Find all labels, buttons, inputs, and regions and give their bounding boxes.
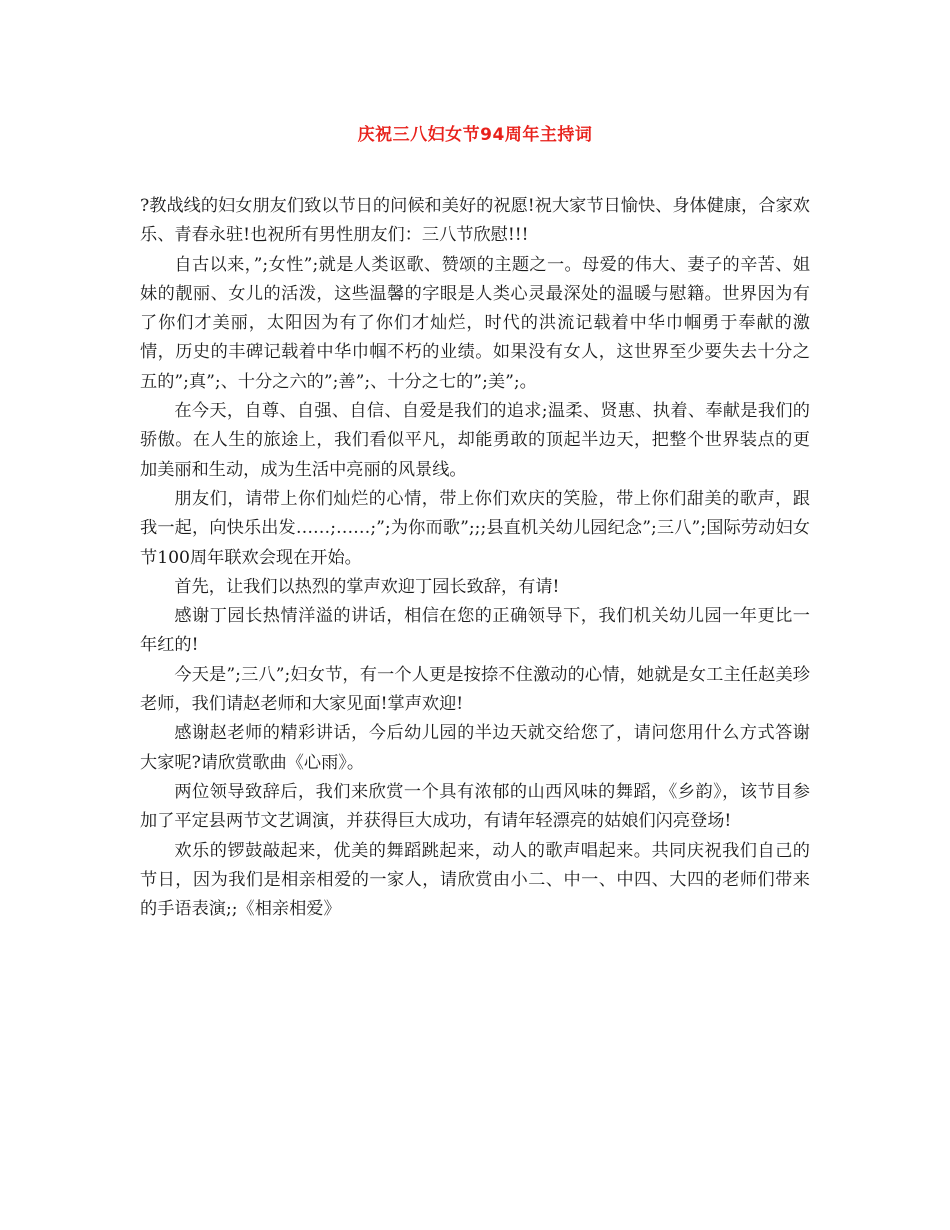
document-title: 庆祝三八妇女节94周年主持词: [357, 125, 593, 145]
paragraph-7: 今天是”;三八”;妇女节，有一个人更是按捺不住激动的心情，她就是女工主任赵美珍老师，我们请赵老师和大家见面!掌声欢迎!: [140, 664, 810, 715]
paragraph-4: 朋友们，请带上你们灿烂的心情，带上你们欢庆的笑脸，带上你们甜美的歌声，跟我一起，向快乐出发……;……;”;为你而歌”;;;县直机关幼儿园纪念”;三八”;国际劳动妇女节100周年联欢会现在开始。: [140, 488, 810, 568]
paragraph-9: 两位领导致辞后，我们来欣赏一个具有浓郁的山西风味的舞蹈，《乡韵》，该节目参加了平定县两节文艺调演，并获得巨大成功，有请年轻漂亮的姑娘们闪亮登场!: [140, 781, 810, 832]
paragraph-6: 感谢丁园长热情洋溢的讲话，相信在您的正确领导下，我们机关幼儿园一年更比一年红的!: [140, 606, 810, 656]
paragraph-3: 在今天，自尊、自强、自信、自爱是我们的追求;温柔、贤惠、执着、奉献是我们的骄傲。在人生的旅途上，我们看似平凡，却能勇敢的顶起半边天，把整个世界装点的更加美丽和生动，成为生活中亮丽的风景线。: [140, 401, 810, 480]
paragraph-2: 自古以来，”;女性”;就是人类讴歌、赞颂的主题之一。母爱的伟大、妻子的辛苦、姐妹的靓丽、女儿的活泼，这些温馨的字眼是人类心灵最深处的温暖与慰籍。世界因为有了你们才美丽，太阳因为有了你们才灿烂，时代的洪流记载着中华巾帼勇于奉献的激情，历史的丰碑记载着中华巾帼不朽的业绩。如果没有女人，这世界至少要失去十分之五的”;真”;、十分之六的”;善”;、十分之七的”;美”;。: [140, 254, 810, 392]
paragraph-10: 欢乐的锣鼓敲起来，优美的舞蹈跳起来，动人的歌声唱起来。共同庆祝我们自己的节日，因为我们是相亲相爱的一家人，请欣赏由小二、中一、中四、大四的老师们带来的手语表演;;《相亲相爱》: [140, 840, 810, 920]
paragraph-1: ?教战线的妇女朋友们致以节日的问候和美好的祝愿!祝大家节日愉快、身体健康，合家欢乐、青春永驻!也祝所有男性朋友们：三八节欣慰!!!: [140, 196, 810, 246]
document-body: [140, 192, 810, 924]
paragraph-5: 首先，让我们以热烈的掌声欢迎丁园长致辞，有请!: [174, 576, 560, 597]
paragraph-8: 感谢赵老师的精彩讲话，今后幼儿园的半边天就交给您了，请问您用什么方式答谢大家呢?请欣赏歌曲《心雨》。: [140, 723, 810, 773]
